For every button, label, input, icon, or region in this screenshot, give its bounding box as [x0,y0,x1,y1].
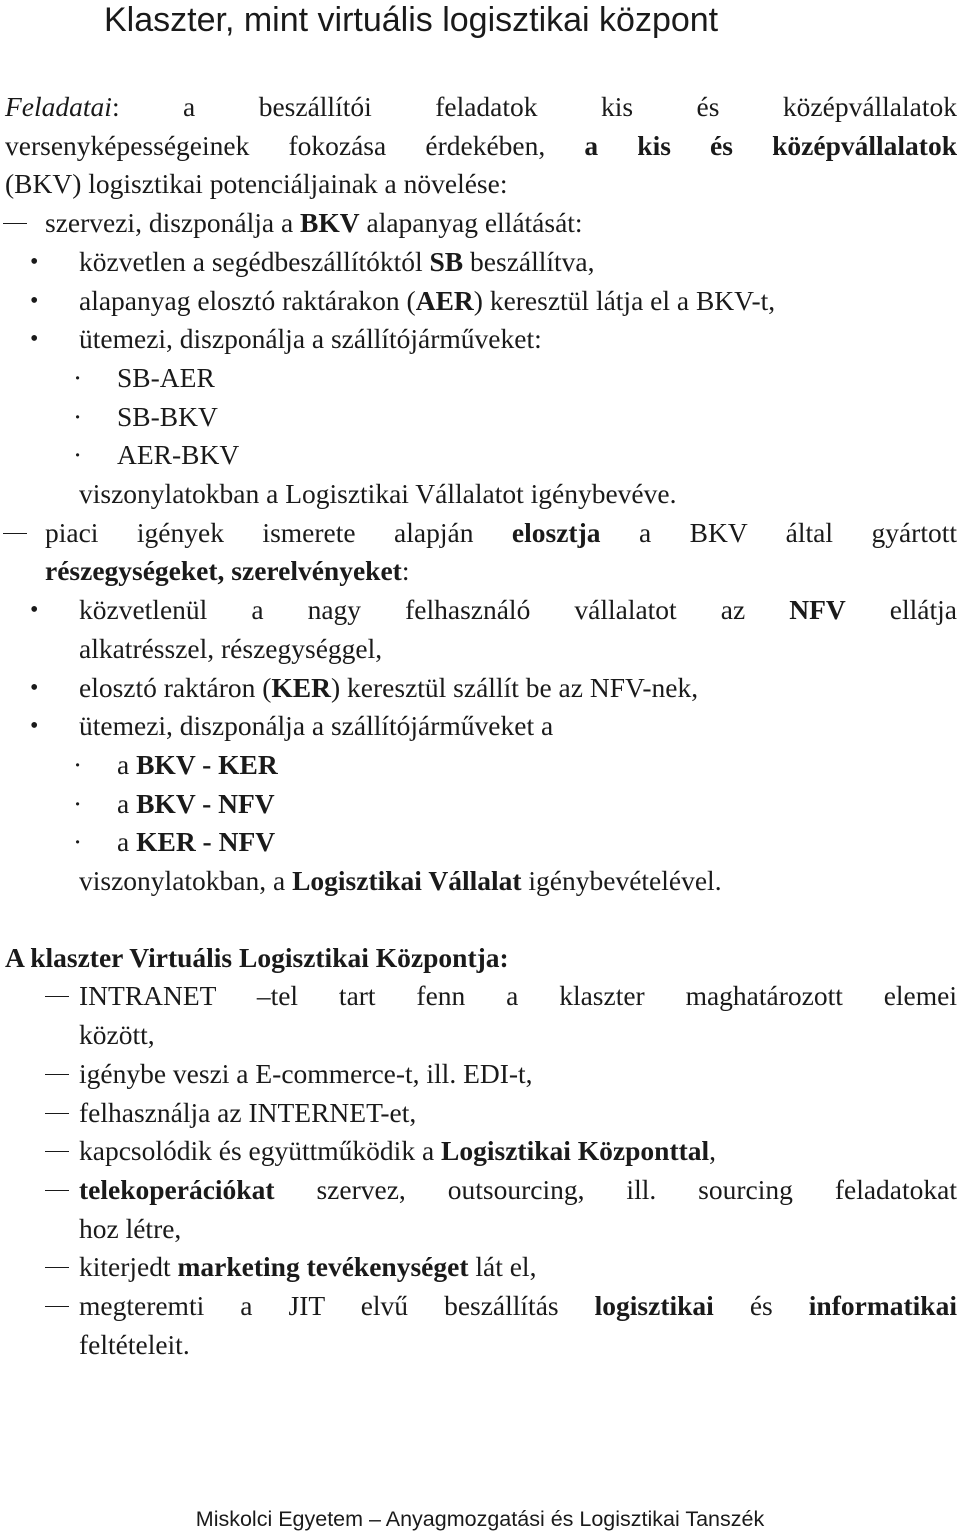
dash-marker [45,996,69,997]
item-1 [5,204,957,243]
item-1-text-c: alapanyag ellátását: [359,207,583,239]
bullet-icon: • [30,597,39,624]
section-2-item-4 [5,1132,957,1171]
dash-marker [45,1151,69,1152]
intro-line-2 [5,127,957,166]
section-2-item-3 [5,1094,957,1133]
item-1-bullet-2 [5,282,957,321]
item-line-1: INTRANET –tel tart fenn a klaszter maghatározott elemei [79,980,957,1012]
bullet-line-2: alkatrésszel, részegységgel, [79,632,383,664]
bullet-text: ellátja [845,594,957,626]
bullet-text: ütemezi, diszponálja a szállítójárműveket a [79,710,554,742]
bullet-bold: SB [429,245,464,277]
item-text: felhasználja az INTERNET-et, [79,1096,417,1128]
bullet-icon: • [30,674,39,701]
item-line-1 [79,1287,957,1326]
section-2-item-5 [5,1171,957,1248]
bullet-icon: • [30,713,39,740]
route-item [5,436,957,475]
item-2-text-a: piaci igények ismerete alapján [45,516,512,548]
intro-label: Feladatai [5,91,112,122]
item-1-bold: BKV [300,207,360,239]
bullet-icon: • [30,287,39,314]
bullet-text: alapanyag elosztó raktárakon ( [79,284,416,316]
item-2 [5,514,957,591]
route-item [5,359,957,398]
item-2-line-2 [45,552,957,591]
item-bold: logisztikai [594,1290,714,1322]
item-1-bullet-1 [5,243,957,282]
route-item [5,398,957,437]
dot-icon: · [73,439,83,471]
dash-marker [45,1113,69,1114]
item-2-line-1 [45,514,957,553]
document-body [5,88,957,1365]
bullet-bold: NFV [789,594,846,626]
item-text: és [713,1290,809,1322]
item-2-text-c: a BKV által gyártott [600,516,958,548]
intro-line-2-text: versenyképességeinek fokozása érdekében, [5,129,585,161]
item-bold: Logisztikai Központtal [441,1135,710,1167]
item-bold: telekoperációkat [79,1173,275,1205]
item-line-2: feltételeit. [79,1328,190,1360]
section-heading [5,939,957,978]
intro-paragraph [5,88,957,204]
bullet-text: elosztó raktáron ( [79,671,272,703]
route-label: BKV - NFV [136,787,275,819]
bullet-text: ) keresztül látja el a BKV-t, [473,284,776,316]
item-2-closing [5,862,957,901]
bullet-text: ) keresztül szállít be az NFV-nek, [331,671,699,703]
dot-icon: · [73,361,83,393]
bullet-text: közvetlenül a nagy felhasználó vállalatot az [79,594,790,626]
section-2-item-2 [5,1055,957,1094]
route-prefix: a [117,826,137,858]
item-2-bold: elosztja [511,516,601,548]
dash-marker [45,1074,69,1075]
bullet-line-1 [79,591,957,630]
page-title: Klaszter, mint virtuális logisztikai központ [104,1,719,39]
route-item [5,823,957,862]
item-2-bullet-3 [5,707,957,746]
bullet-icon: • [30,326,39,353]
item-text: igénybe veszi a E-commerce-t, ill. EDI-t, [79,1057,533,1089]
dot-icon: · [73,826,83,858]
item-line-1 [79,1171,957,1210]
dot-icon: · [73,748,83,780]
dash-marker [3,223,27,224]
bullet-icon: • [30,248,39,275]
route-label: SB-BKV [117,400,218,432]
intro-line-1-text: : a beszállítói feladatok kis és középvállalatok [111,91,957,122]
dash-marker [3,533,27,534]
item-2-bullet-2 [5,669,957,708]
bullet-text: beszállítva, [463,245,595,277]
section-2-item-1 [5,977,957,1054]
route-label: KER - NFV [136,826,276,858]
section-heading-text: A klaszter Virtuális Logisztikai Központja: [5,941,509,973]
item-2-colon: : [401,555,410,587]
item-text: , [709,1135,717,1167]
item-2-bold-2: részegységeket, szerelvényeket [45,555,402,587]
dash-marker [45,1190,69,1191]
closing-bold: Logisztikai Vállalat [292,865,522,897]
item-line-2: hoz létre, [79,1212,182,1244]
route-item [5,746,957,785]
item-text: kapcsolódik és együttműködik a [79,1135,442,1167]
page-footer: Miskolci Egyetem – Anyagmozgatási és Logisztikai Tanszék [195,1507,765,1531]
route-label: AER-BKV [117,439,240,471]
closing-text: viszonylatokban, a [79,865,293,897]
item-2-bullet-1 [5,591,957,668]
route-label: SB-AER [117,361,215,393]
dash-marker [45,1267,69,1268]
section-2-item-7 [5,1287,957,1364]
route-item [5,785,957,824]
intro-line-1 [5,88,957,127]
item-1-text-a: szervezi, diszponálja a [45,207,301,239]
item-line-2: között, [79,1019,155,1051]
item-1-bullet-3 [5,320,957,359]
item-1-closing: viszonylatokban a Logisztikai Vállalatot igénybevéve. [79,478,677,510]
intro-line-2-bold: a kis és középvállalatok [584,129,957,161]
route-prefix: a [117,787,137,819]
dot-icon: · [73,787,83,819]
dot-icon: · [73,400,83,432]
item-bold: marketing tevékenységet [177,1251,469,1283]
closing-text: igénybevételével. [521,865,722,897]
bullet-text: ütemezi, diszponálja a szállítójárműveket: [79,323,542,355]
item-text: lát el, [468,1251,537,1283]
item-text: kiterjedt [79,1251,178,1283]
bullet-bold: KER [271,671,332,703]
item-bold: informatikai [808,1290,957,1322]
route-prefix: a [117,748,137,780]
item-text: megteremti a JIT elvű beszállítás [79,1290,595,1322]
bullet-bold: AER [415,284,474,316]
item-text: szervez, outsourcing, ill. sourcing feladatokat [274,1173,957,1205]
intro-line-3: (BKV) logisztikai potenciáljainak a növelése: [5,168,508,200]
section-2-item-6 [5,1248,957,1287]
route-label: BKV - KER [136,748,278,780]
dash-marker [45,1306,69,1307]
bullet-text: közvetlen a segédbeszállítóktól [79,245,430,277]
